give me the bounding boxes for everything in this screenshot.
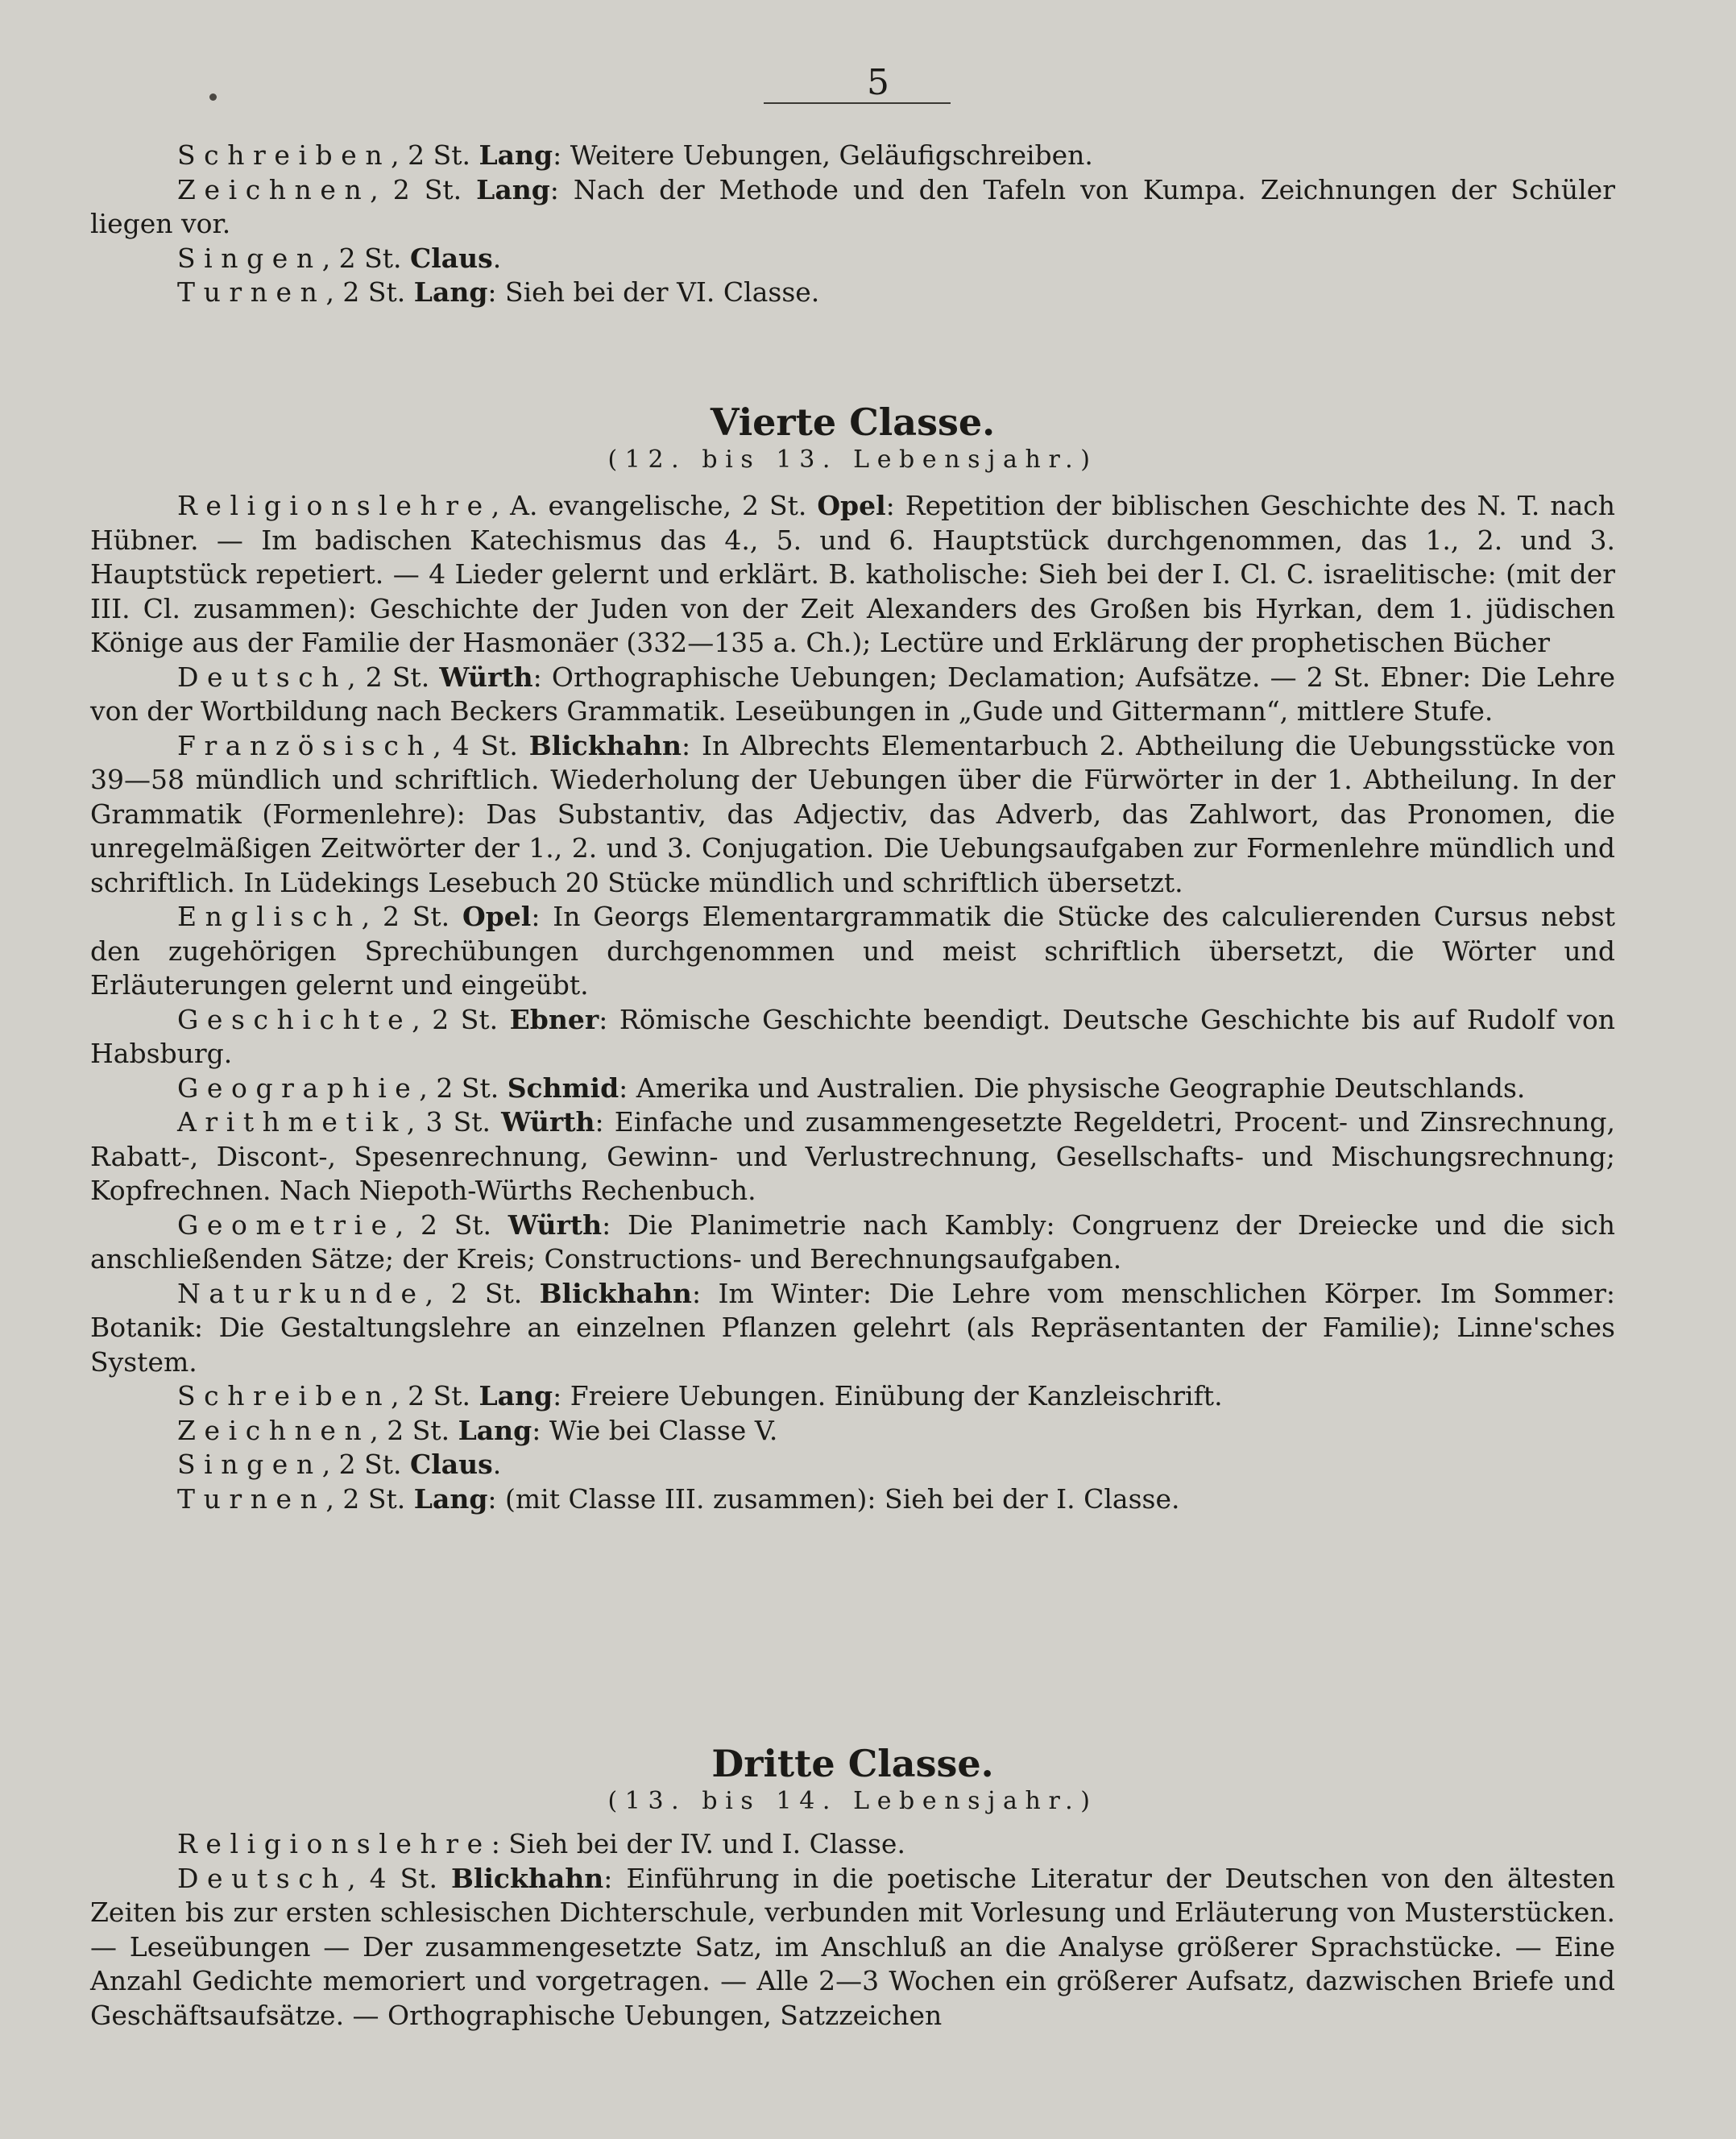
page-number: 5 bbox=[867, 62, 889, 103]
entry-deutsch: Deutsch, 2 St. Würth: Orthographische Uebungen; Declamation; Aufsätze. — 2 St. Ebner: Die Lehre von der Wortbildung nach Beckers Grammatik. Leseübungen in „Gude und Gittermann“, mittlere Stufe. bbox=[90, 661, 1615, 727]
entry-geographie: Geographie, 2 St. Schmid: Amerika und Australien. Die physische Geographie Deutschlands. bbox=[177, 1072, 1526, 1104]
entry-arithmetik: Arithmetik, 3 St. Würth: Einfache und zusammengesetzte Regeldetri, Procent- und Zinsrechnung, Rabatt-, Discont-, Spesenrechnung, Gewinn- und Verlustrechnung, Gesellschafts- und Mischungsrechnung; Kopfrechnen. Nach Niepoth-Würths Rechenbuch. bbox=[90, 1106, 1615, 1206]
entry-singen: Singen, 2 St. Claus. bbox=[177, 242, 502, 274]
page-number-rule bbox=[764, 102, 951, 104]
entry-religionslehre: Religionslehre, A. evangelische, 2 St. Opel: Repetition der biblischen Geschichte des N. T. nach Hübner. — Im badischen Katechismus das 4., 5. und 6. Hauptstück durchgenommen, das 1., 2. und 3. Hauptstück repetiert. — 4 Lieder gelernt und erklärt. B. katholische: Sieh bei der I. Cl. C. israelitische: (mit der III. Cl. zusammen): Geschichte der Juden von der Zeit Alexanders des Großen bis Hyrkan, dem 1. jüdischen Könige aus der Familie der Hasmonäer (332—135 a. Ch.); Lectüre und Erklärung der prophetischen Bücher bbox=[90, 490, 1615, 658]
entry-deutsch: Deutsch, 4 St. Blickhahn: Einführung in die poetische Literatur der Deutschen von den ältesten Zeiten bis zur ersten schlesischen Dichterschule, verbunden mit Vorlesung und Erläuterung von Musterstücken. — Leseübungen — Der zusammengesetzte Satz, im Anschluß an die Analyse größerer Sprachstücke. — Eine Anzahl Gedichte memoriert und vorgetragen. — Alle 2—3 Wochen ein größerer Aufsatz, dazwischen Briefe und Geschäftsaufsätze. — Orthographische Uebungen, Satzzeichen bbox=[90, 1862, 1616, 2031]
entry-schreiben: Schreiben, 2 St. Lang: Freiere Uebungen. Einübung der Kanzleischrift. bbox=[177, 1380, 1223, 1411]
entry-geschichte: Geschichte, 2 St. Ebner: Römische Geschichte beendigt. Deutsche Geschichte bis auf Rudolf von Habsburg. bbox=[90, 1003, 1615, 1069]
entry-geometrie: Geometrie, 2 St. Würth: Die Planimetrie nach Kambly: Congruenz der Dreiecke und die sich anschließenden Sätze; der Kreis; Constructions- und Berechnungsaufgaben. bbox=[90, 1208, 1616, 1275]
top-entries bbox=[90, 139, 1615, 310]
section-age: (12. bis 13. Lebensjahr.) bbox=[607, 446, 1098, 474]
entry-schreiben: Schreiben, 2 St. Lang: Weitere Uebungen, Geläufigschreiben. bbox=[177, 139, 1093, 171]
ink-speck bbox=[209, 93, 217, 101]
entry-religionslehre: Religionslehre: Sieh bei der IV. und I. Classe. bbox=[177, 1828, 905, 1859]
section-title: Dritte Classe. bbox=[711, 1742, 994, 1785]
entry-englisch: Englisch, 2 St. Opel: In Georgs Elementargrammatik die Stücke des calculierenden Cursus nebst den zugehörigen Sprechübungen durchgenommen und meist schriftlich übersetzt, die Wörter und Erläuterungen gelernt und eingeübt. bbox=[90, 901, 1615, 1001]
entry-zeichnen: Zeichnen, 2 St. Lang: Wie bei Classe V. bbox=[177, 1414, 778, 1446]
entry-singen: Singen, 2 St. Claus. bbox=[177, 1449, 502, 1480]
entry-naturkunde: Naturkunde, 2 St. Blickhahn: Im Winter: Die Lehre vom menschlichen Körper. Im Sommer: Botanik: Die Gestaltungslehre an einzelnen Pflanzen gelehrt (als Repräsentanten der Familie); Linne'sches System. bbox=[90, 1277, 1615, 1378]
section-dritte-classe bbox=[90, 1742, 1615, 2033]
entry-turnen: Turnen, 2 St. Lang: Sieh bei der VI. Classe. bbox=[177, 276, 820, 308]
entry-zeichnen: Zeichnen, 2 St. Lang: Nach der Methode und den Tafeln von Kumpa. Zeichnungen der Schüler liegen vor. bbox=[90, 173, 1615, 239]
entry-franzoesisch: Französisch, 4 St. Blickhahn: In Albrechts Elementarbuch 2. Abtheilung die Uebungsstücke von 39—58 mündlich und schriftlich. Wiederholung der Uebungen über die Fürwörter in der 1. Abtheilung. In der Grammatik (Formenlehre): Das Substantiv, das Adjectiv, das Adverb, das Zahlwort, das Pronomen, die unregelmäßigen Zeitwörter der 1., 2. und 3. Conjugation. Die Uebungsaufgaben zur Formenlehre mündlich und schriftlich. In Lüdekings Lesebuch 20 Stücke mündlich und schriftlich übersetzt. bbox=[90, 729, 1615, 898]
section-vierte-classe bbox=[90, 400, 1615, 1516]
section-age: (13. bis 14. Lebensjahr.) bbox=[607, 1787, 1098, 1815]
entry-turnen: Turnen, 2 St. Lang: (mit Classe III. zusammen): Sieh bei der I. Classe. bbox=[177, 1482, 1180, 1515]
section-title: Vierte Classe. bbox=[710, 400, 996, 444]
